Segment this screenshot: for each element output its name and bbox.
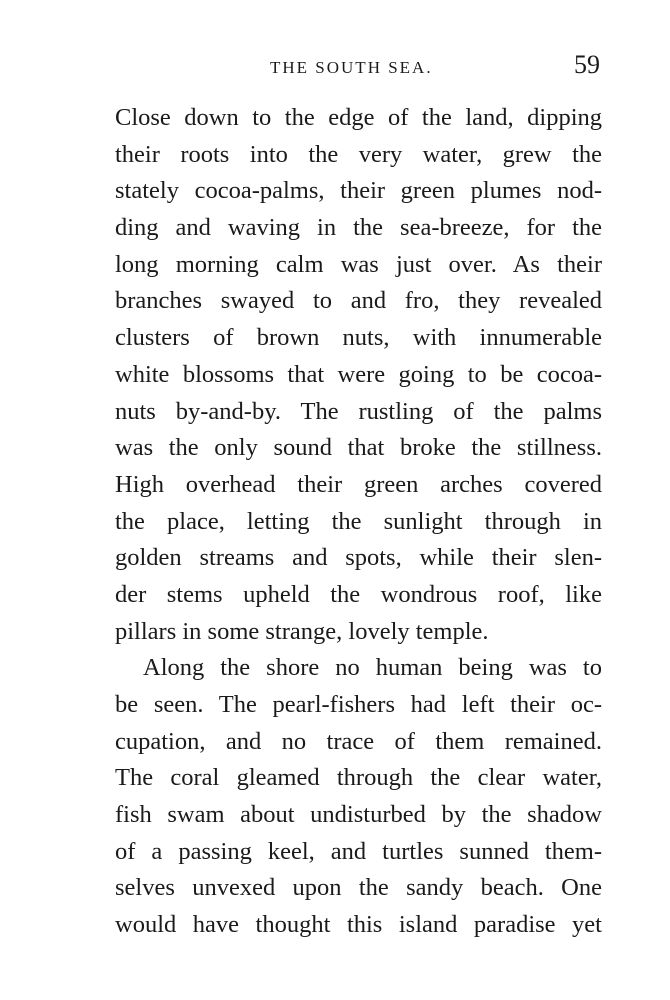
text-line: nuts by-and-by. The rustling of the palms — [115, 397, 602, 425]
paragraph-2 — [115, 650, 602, 944]
text-line: was the only sound that broke the stillness. — [115, 434, 602, 462]
text-line: The coral gleamed through the clear water, — [115, 764, 602, 792]
text-line: der stems upheld the wondrous roof, like — [115, 580, 602, 608]
text-line: fish swam about undisturbed by the shadow — [115, 801, 602, 829]
paragraph-1 — [115, 100, 602, 650]
text-line: Along the shore no human being was to — [143, 654, 602, 682]
text-line: selves unvexed upon the sandy beach. One — [115, 874, 602, 902]
text-line: the place, letting the sunlight through in — [115, 507, 602, 535]
text-line: golden streams and spots, while their slen- — [115, 544, 602, 572]
text-line: ding and waving in the sea-breeze, for the — [115, 214, 602, 242]
body-text — [115, 100, 602, 944]
text-line: of a passing keel, and turtles sunned them- — [115, 837, 602, 865]
running-head — [115, 50, 600, 86]
text-line: stately cocoa-palms, their green plumes nod- — [115, 177, 602, 205]
text-line: would have thought this island paradise yet — [115, 911, 602, 939]
text-line: their roots into the very water, grew the — [115, 140, 602, 168]
text-line: High overhead their green arches covered — [115, 470, 602, 498]
text-line: long morning calm was just over. As their — [115, 250, 602, 278]
text-line: white blossoms that were going to be cocoa- — [115, 360, 602, 388]
text-line: clusters of brown nuts, with innumerable — [115, 324, 602, 352]
text-line: Close down to the edge of the land, dipping — [115, 104, 602, 131]
text-line: cupation, and no trace of them remained. — [115, 727, 602, 755]
running-head-title: THE SOUTH SEA. — [270, 58, 433, 77]
text-line: be seen. The pearl-fishers had left their oc- — [115, 691, 602, 718]
text-line: pillars in some strange, lovely temple. — [115, 617, 489, 645]
page-number: 59 — [574, 50, 600, 79]
text-line: branches swayed to and fro, they revealed — [115, 287, 602, 315]
